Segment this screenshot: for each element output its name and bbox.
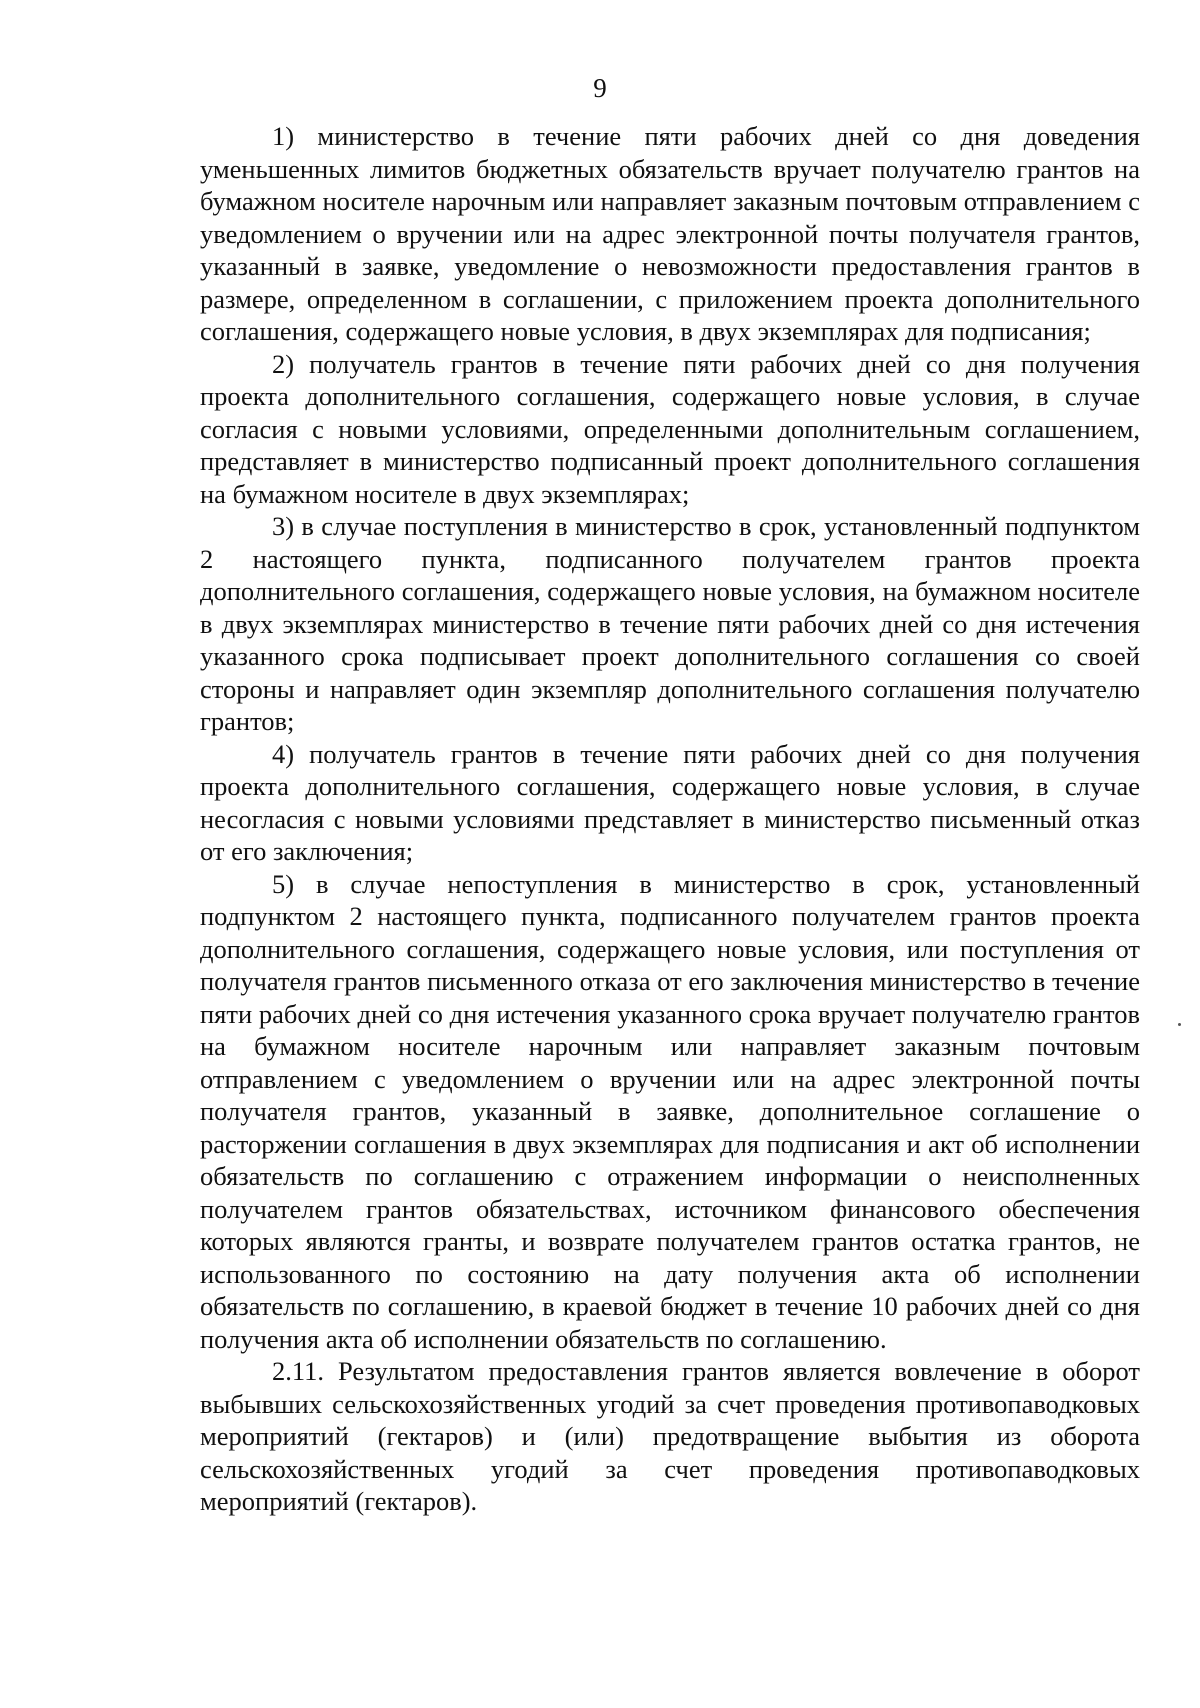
paragraph-item-3: 3) в случае поступления в министерство в срок, установленный подпунктом 2 настоящего пункта, подписанного получателем грантов проекта дополнительного соглашения, содержащего новые условия, на бумажном носителе в двух экземплярах министерство в течение пяти рабочих дней со дня истечения указанного срока подписывает проект дополнительного соглашения со своей стороны и направляет один экземпляр дополнительного соглашения получателю грантов; — [200, 511, 1140, 736]
page-number: 9 — [593, 73, 607, 103]
paragraph-item-2: 2) получатель грантов в течение пяти рабочих дней со дня получения проекта дополнительного соглашения, содержащего новые условия, в случае согласия с новыми условиями, определенными дополнительным соглашением, представляет в министерство подписанный проект дополнительного соглашения на бумажном носителе в двух экземплярах; — [200, 348, 1140, 509]
paragraph-item-5: 5) в случае непоступления в министерство в срок, установленный подпунктом 2 настоящего пункта, подписанного получателем грантов проекта дополнительного соглашения, содержащего новые условия, или поступления от получателя грантов письменного отказа от его заключения министерство в течение пяти рабочих дней со дня истечения указанного срока вручает получателю грантов на бумажном носителе нарочным или направляет заказным почтовым отправлением с уведомлением о вручении или на адрес электронной почты получателя грантов, указанный в заявке, дополнительное соглашение о расторжении соглашения в двух экземплярах для подписания и акт об исполнении обязательств по соглашению с отражением информации о неисполненных получателем грантов обязательствах, источником финансового обеспечения которых являются гранты, и возврате получателем грантов остатка грантов, не использованного по состоянию на дату получения акта об исполнении обязательств по соглашению, в краевой бюджет в течение 10 рабочих дней со дня получения акта об исполнении обязательств по соглашению. — [200, 868, 1140, 1354]
paragraph-item-4: 4) получатель грантов в течение пяти рабочих дней со дня получения проекта дополнительного соглашения, содержащего новые условия, в случае несогласия с новыми условиями представляет в министерство письменный отказ от его заключения; — [200, 738, 1140, 866]
document-body — [200, 120, 1140, 1518]
scan-speck — [1178, 1023, 1181, 1026]
paragraph-item-1: 1) министерство в течение пяти рабочих дней со дня доведения уменьшенных лимитов бюджетных обязательств вручает получателю грантов на бумажном носителе нарочным или направляет заказным почтовым отправлением с уведомлением о вручении или на адрес электронной почты получателя грантов, указанный в заявке, уведомление о невозможности предоставления грантов в размере, определенном в соглашении, с приложением проекта дополнительного соглашения, содержащего новые условия, в двух экземплярах для подписания; — [200, 121, 1140, 346]
paragraph-section-2-11: 2.11. Результатом предоставления грантов является вовлечение в оборот выбывших сельскохозяйственных угодий за счет проведения противопаводковых мероприятий (гектаров) и (или) предотвращение выбытия из оборота сельскохозяйственных угодий за счет проведения противопаводковых мероприятий (гектаров). — [200, 1356, 1140, 1516]
